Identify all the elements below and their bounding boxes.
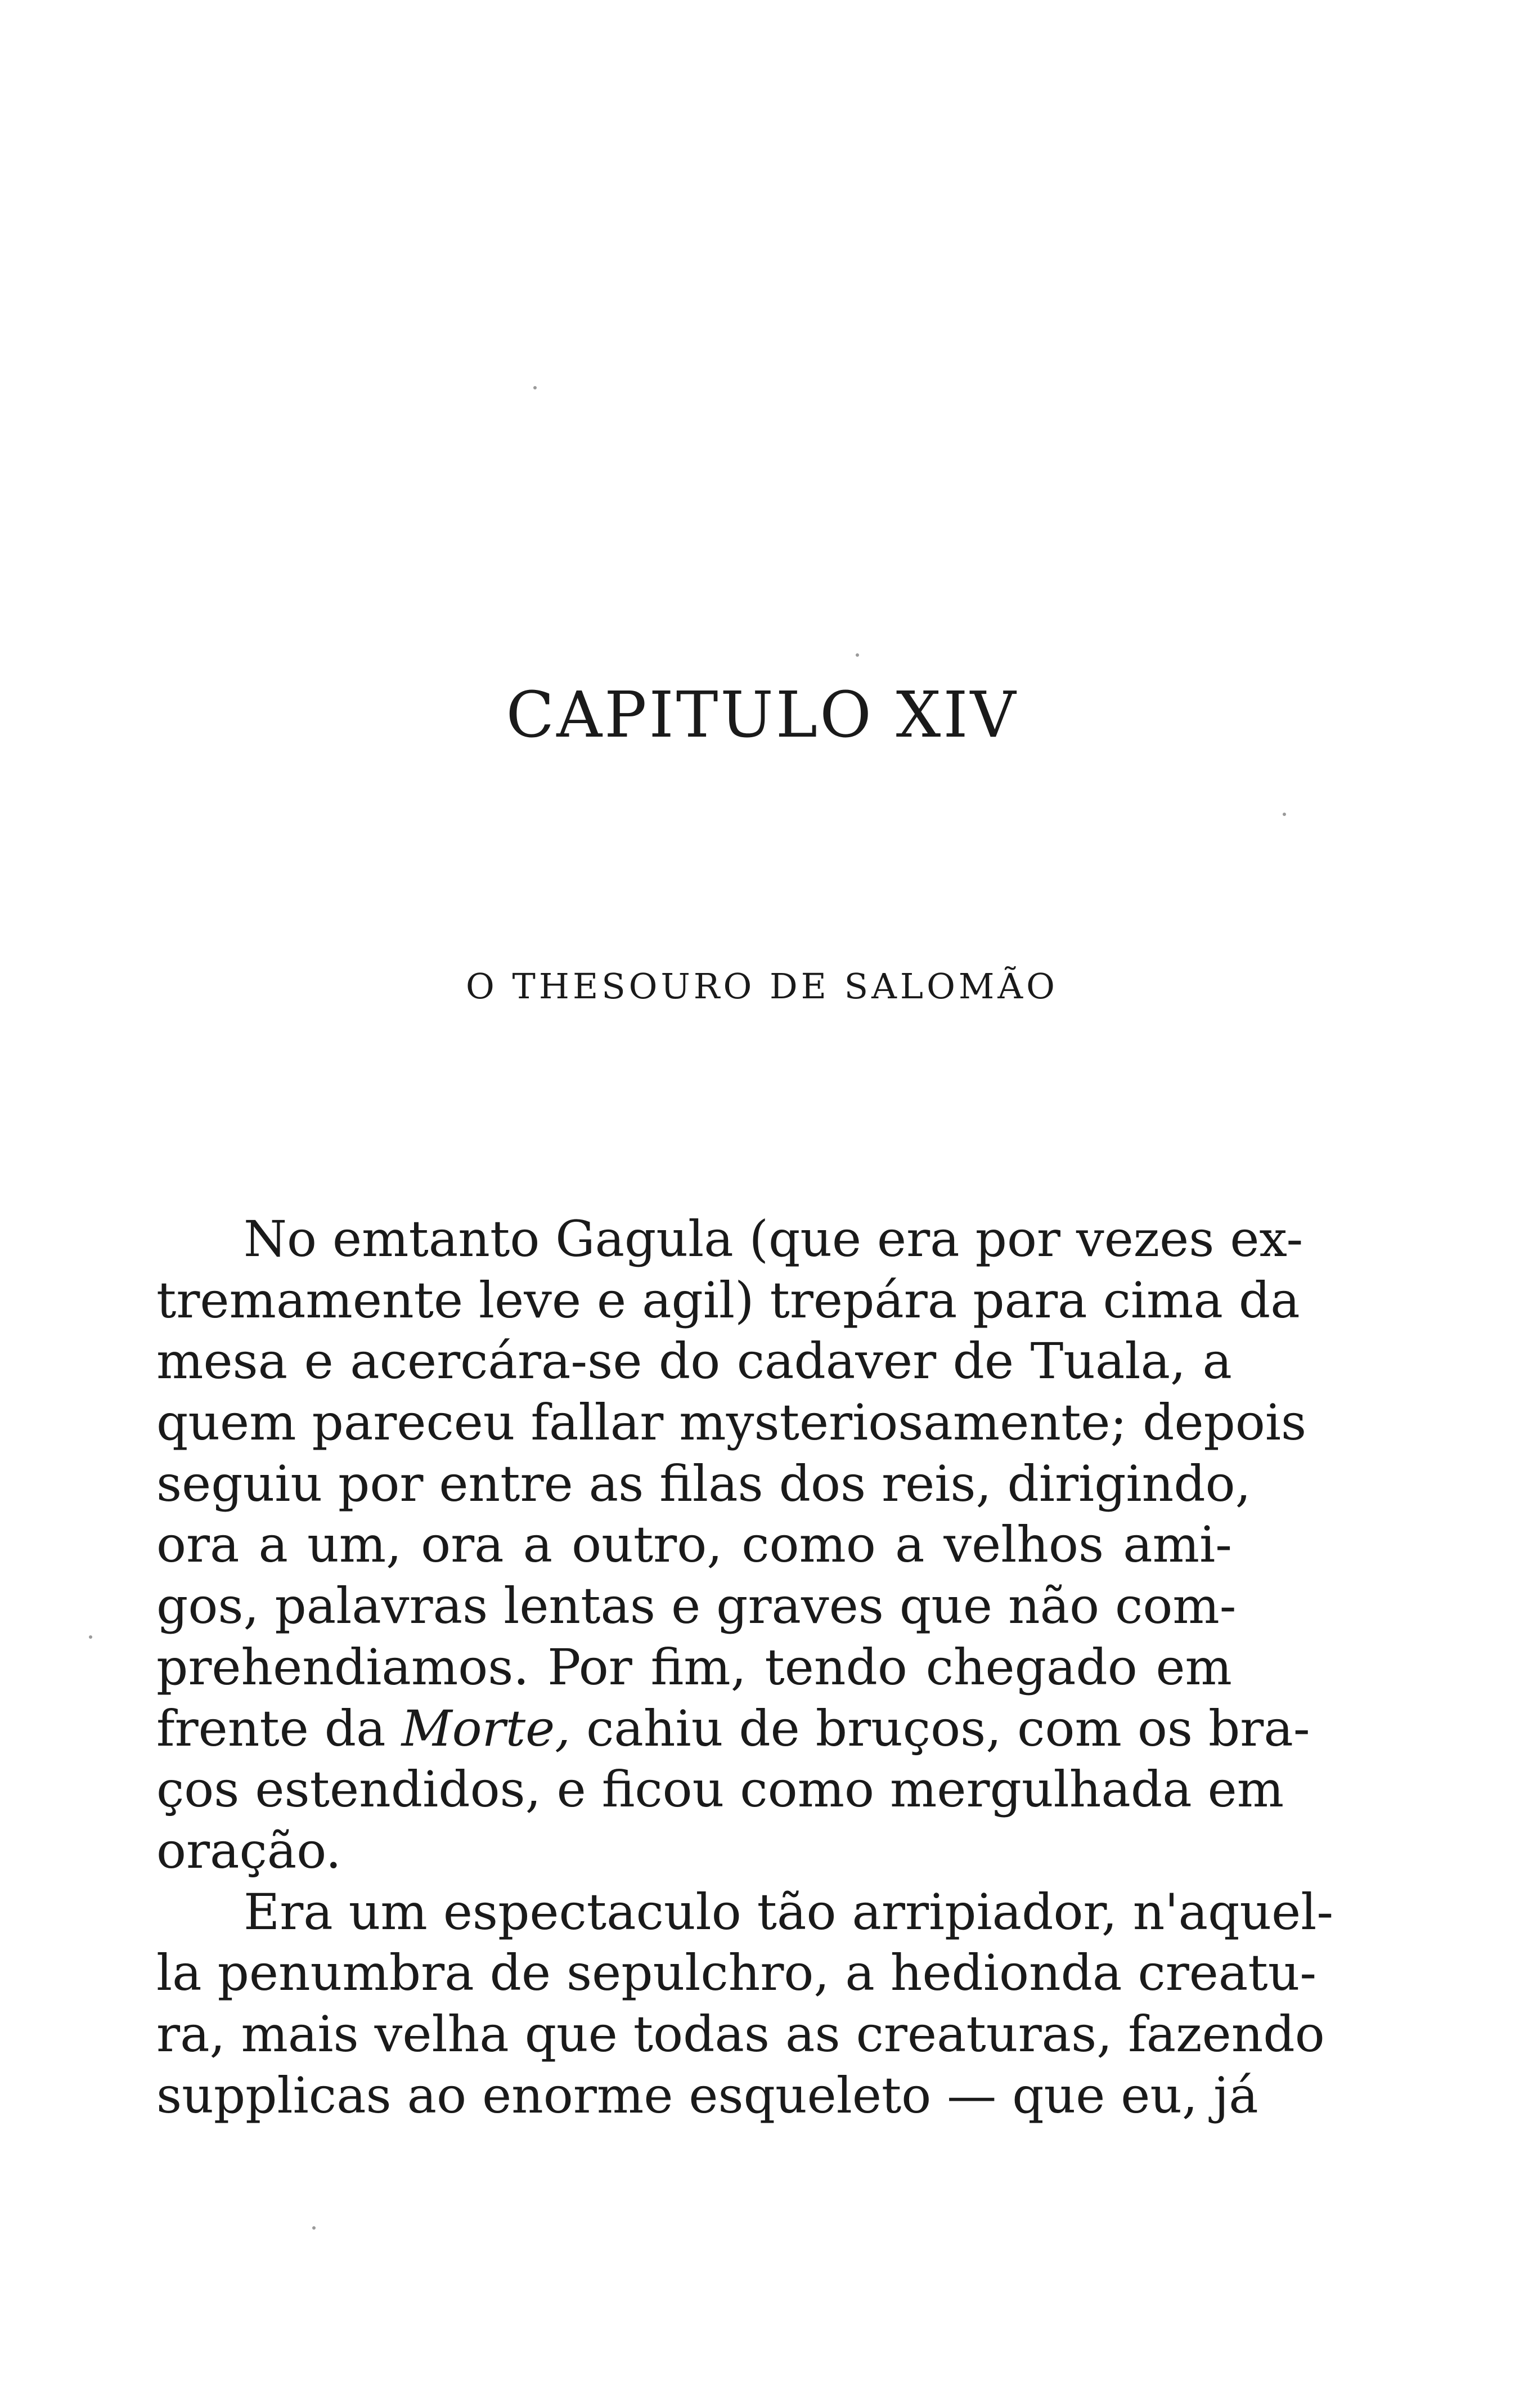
text-line: quem pareceu fallar mysteriosamente; depois	[156, 1393, 1307, 1452]
italic-word: Morte,	[401, 1699, 571, 1757]
text-line: No emtanto Gagula (que era por vezes ex-	[244, 1210, 1303, 1268]
text-line: ra, mais velha que todas as creaturas, fazendo	[156, 2005, 1325, 2063]
text-line: la penumbra de sepulchro, a hedionda creatu-	[156, 1944, 1317, 2002]
text-line: tremamente leve e agil) trepára para cima da	[156, 1271, 1300, 1329]
text-line: ços estendidos, e ficou como mergulhada em	[156, 1760, 1284, 1819]
paragraph-1	[156, 1209, 1310, 1882]
chapter-subtitle: O THESOURO DE SALOMÃO	[465, 966, 1058, 1007]
text-line: gos, palavras lentas e graves que não com-	[156, 1577, 1237, 1635]
text-line: prehendiamos. Por fim, tendo chegado em	[156, 1638, 1232, 1696]
text-line: Era um espectaculo tão arripiador, n'aquel-	[244, 1882, 1334, 1941]
paragraph-2	[156, 1882, 1334, 2127]
page-speck	[89, 1635, 92, 1639]
text-line: supplicas ao enorme esqueleto — que eu, já	[156, 2066, 1258, 2124]
page-speck	[312, 2226, 316, 2230]
chapter-title: CAPITULO XIV	[506, 679, 1018, 752]
text-line: seguiu por entre as filas dos reis, dirigindo,	[156, 1454, 1251, 1513]
page-speck	[856, 653, 859, 657]
text-line: oração.	[156, 1821, 341, 1880]
page-speck	[1283, 813, 1286, 816]
body-text	[156, 1209, 1334, 2126]
text-line: frente da Morte, cahiu de bruços, com os bra-	[156, 1699, 1310, 1757]
page-speck	[533, 386, 537, 389]
text-line: mesa e acercára-se do cadaver de Tuala, a	[156, 1332, 1232, 1391]
text-line: ora a um, ora a outro, como a velhos ami-	[156, 1515, 1232, 1574]
